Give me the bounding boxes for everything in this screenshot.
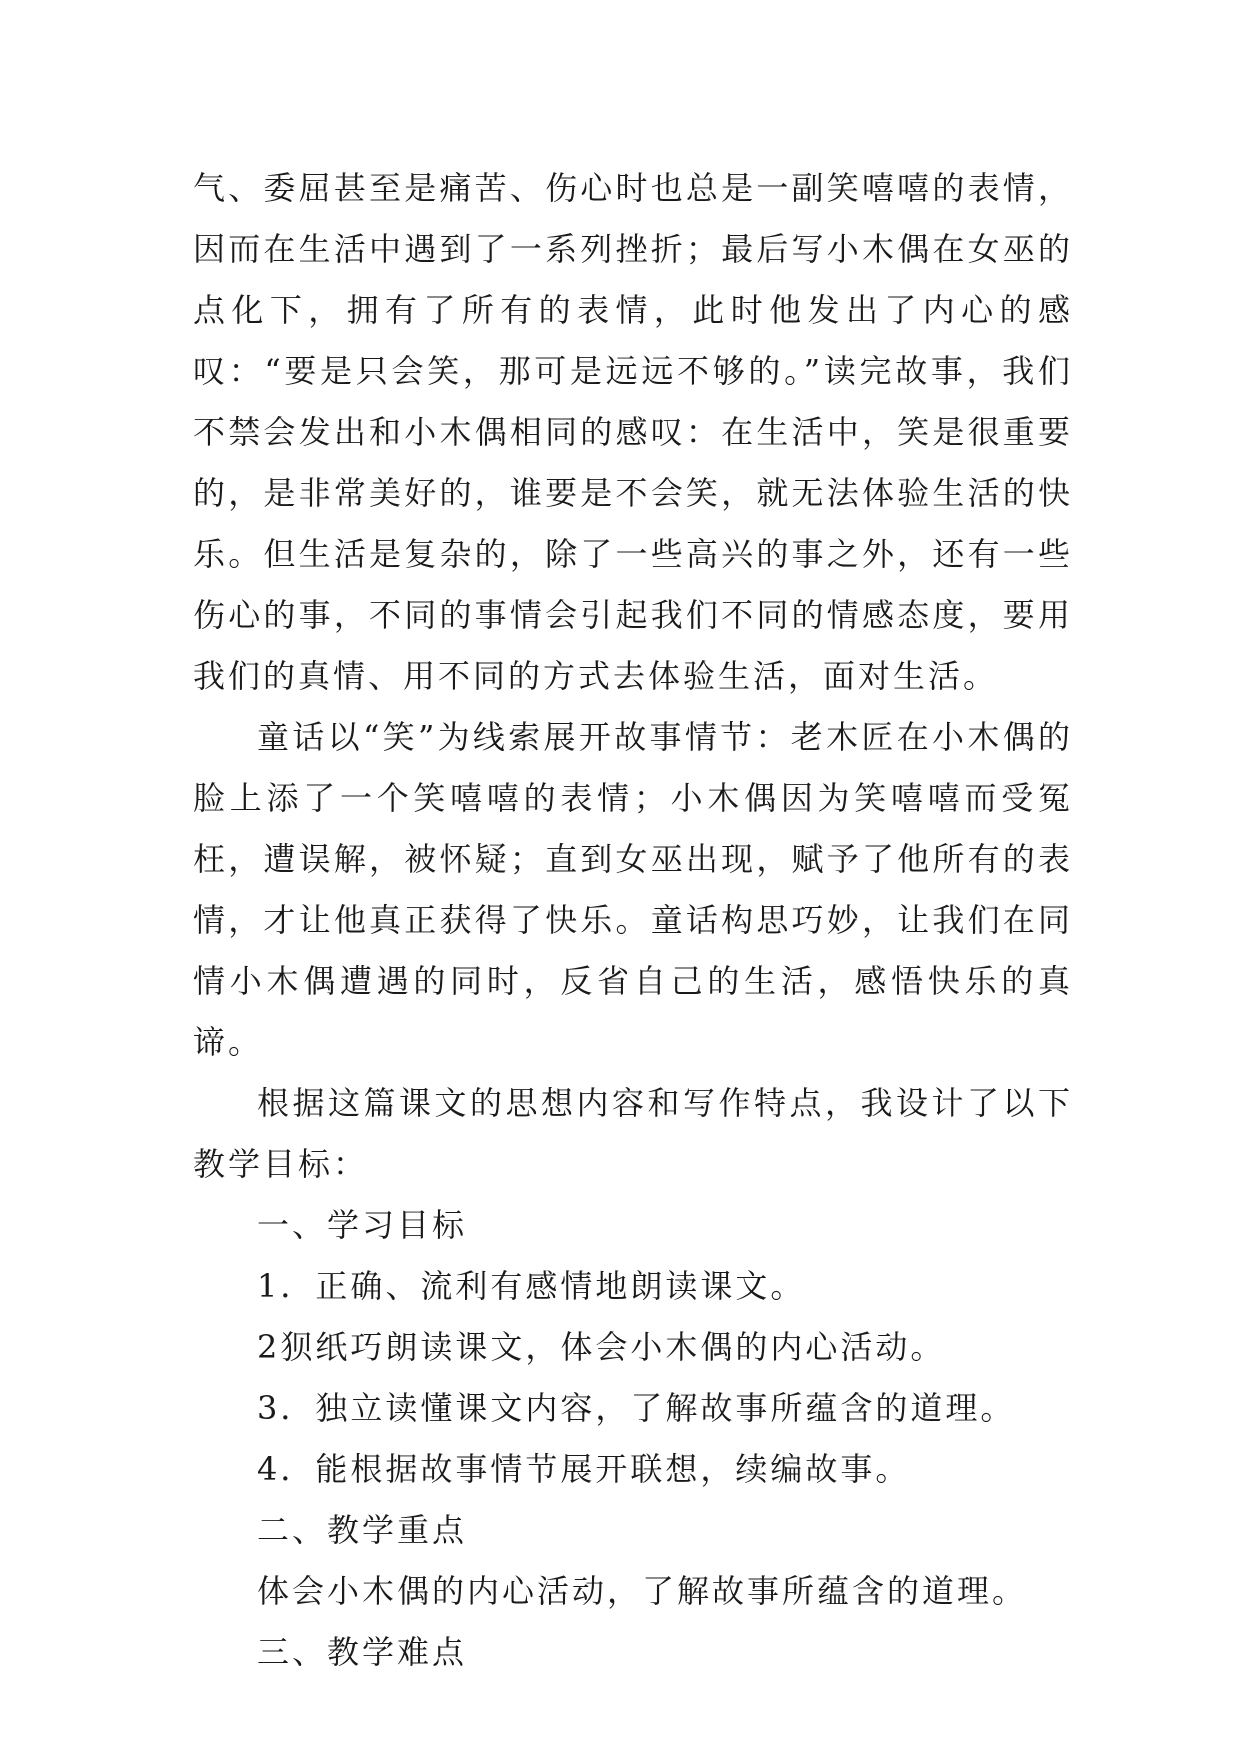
- section-heading-difficulties: 三、教学难点: [257, 1633, 468, 1671]
- section-heading-learning-goals: 一、学习目标: [257, 1206, 468, 1244]
- paragraph-3: 根据这篇课文的思想内容和写作特点，我设计了以下教学目标：: [193, 1084, 1073, 1183]
- paragraph-1: 气、委屈甚至是痛苦、伤心时也总是一副笑嘻嘻的表情，因而在生活中遇到了一系列挫折；最后写小木偶在女巫的点化下，拥有了所有的表情，此时他发出了内心的感叹：“要是只会笑，那可是远远不够的。”读完故事，我们不禁会发出和小木偶相同的感叹：在生活中，笑是很重要的，是非常美好的，谁要是不会笑，就无法体验生活的快乐。但生活是复杂的，除了一些高兴的事之外，还有一些伤心的事，不同的事情会引起我们不同的情感态度，要用我们的真情、用不同的方式去体验生活，面对生活。: [193, 169, 1073, 695]
- paragraph-2: 童话以“笑”为线索展开故事情节：老木匠在小木偶的脸上添了一个笑嘻嘻的表情；小木偶因为笑嘻嘻而受冤枉，遭误解，被怀疑；直到女巫出现，赋予了他所有的表情，才让他真正获得了快乐。童话构思巧妙，让我们在同情小木偶遭遇的同时，反省自己的生活，感悟快乐的真谛。: [193, 718, 1073, 1061]
- section-heading-key-points: 二、教学重点: [257, 1511, 468, 1549]
- document-body: [193, 158, 1073, 1683]
- goal-item-4: 4．能根据故事情节展开联想，续编故事。: [257, 1450, 911, 1488]
- key-point-text: 体会小木偶的内心活动，了解故事所蕴含的道理。: [257, 1572, 1028, 1610]
- goal-item-2: 2狈纸巧朗读课文，体会小木偶的内心活动。: [257, 1328, 946, 1366]
- goal-item-1: 1．正确、流利有感情地朗读课文。: [257, 1267, 806, 1305]
- goal-item-3: 3．独立读懂课文内容，了解故事所蕴含的道理。: [257, 1389, 1016, 1427]
